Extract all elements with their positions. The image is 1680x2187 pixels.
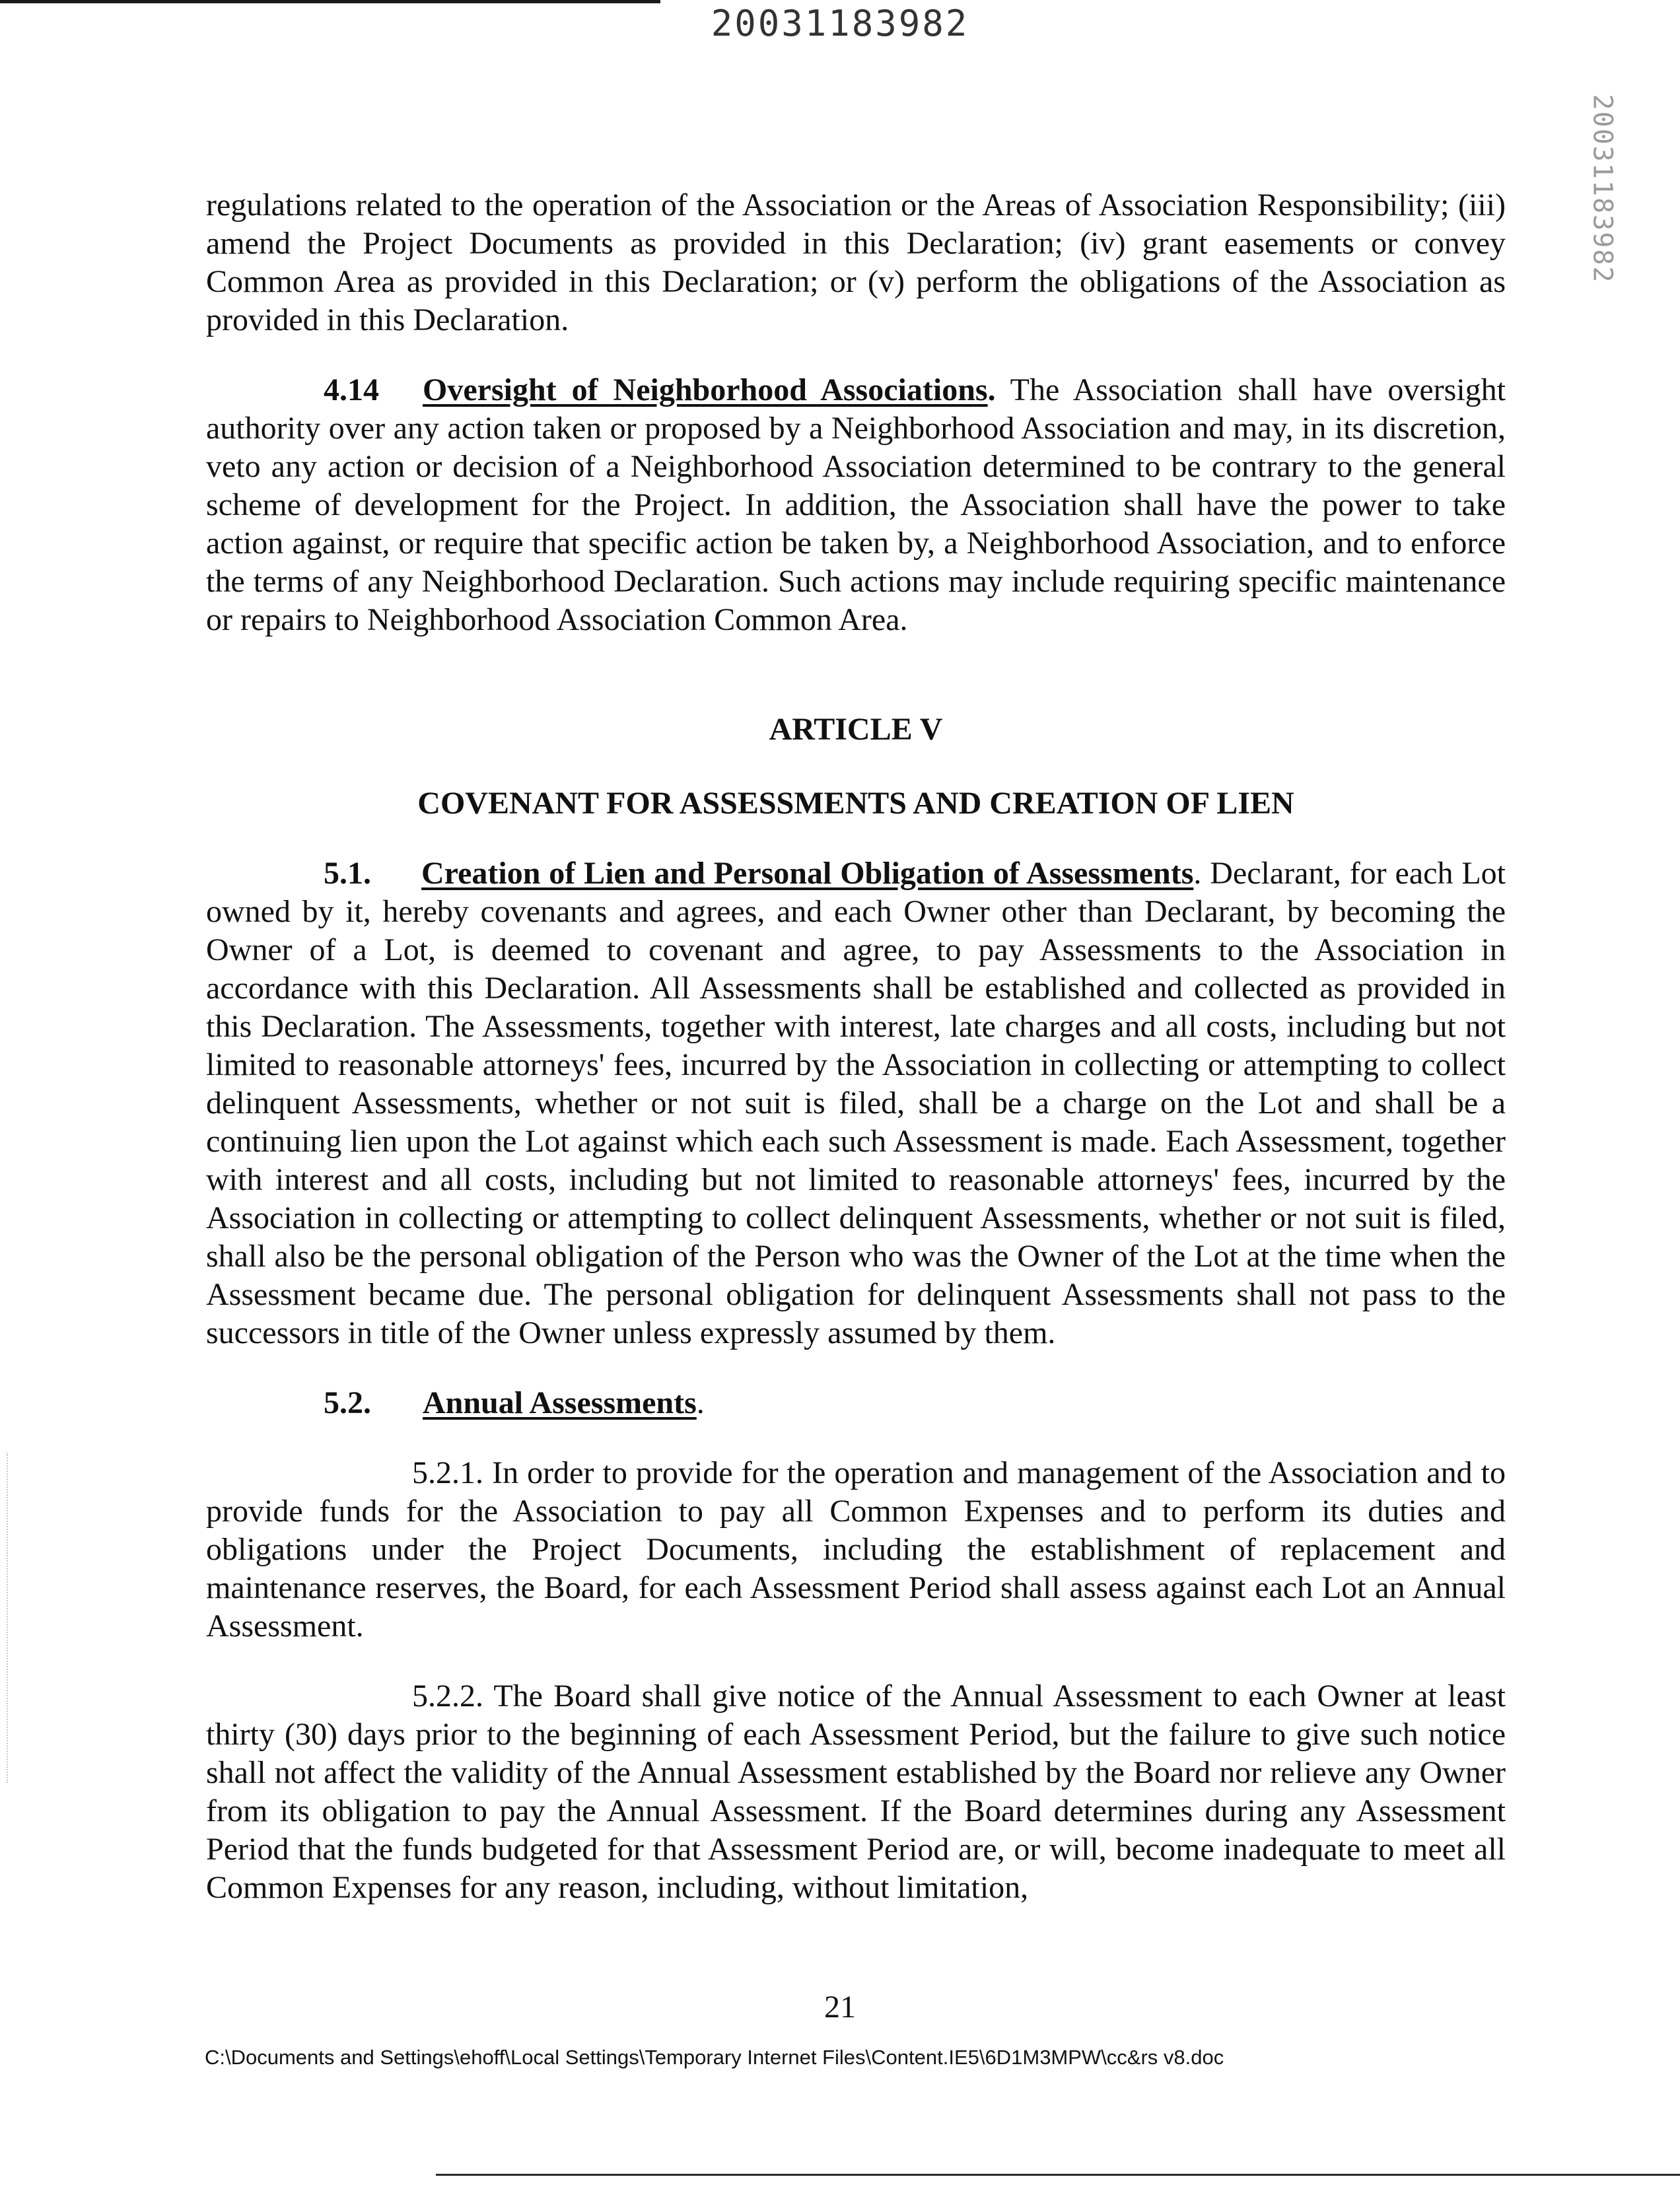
section-5-2-1-text: In order to provide for the operation and management of the Association and to provide funds for the Association to pay all Common Expenses and to perform its duties and obligations under the Project Documents, including the establishment of replacement and maintenance reserves, the Board, for each Assessment Period shall assess against each Lot an Annual Assessment. [206, 1455, 1506, 1644]
section-5-1-number: 5.1. [324, 856, 371, 891]
side-stamp-text: 20031183982 [1587, 94, 1617, 284]
section-5-1-title-punct: . [1193, 856, 1202, 891]
section-4-14-text: The Association shall have oversight authority over any action taken or proposed by a Neighborhood Association and may, in its discretion, veto any action or decision of a Neighborhood Association determined to be contrary to the general scheme of development for the Project. In addition, the Association shall have the power to take action against, or require that specific action be taken by, a Neighborhood Association, and to enforce the terms of any Neighborhood Declaration. Such actions may include requiring specific maintenance or repairs to Neighborhood Association Common Area. [206, 372, 1506, 637]
document-number: 20031183982 [711, 3, 969, 44]
section-4-14-number: 4.14 [324, 372, 379, 407]
section-5-2-title: Annual Assessments [423, 1385, 697, 1420]
bottom-rule [436, 2174, 1680, 2176]
section-5-2-title-punct: . [696, 1385, 705, 1420]
section-5-1 [206, 854, 1506, 1352]
section-5-2 [206, 1384, 1506, 1422]
section-4-14 [206, 371, 1506, 639]
page-number: 21 [824, 1990, 856, 2025]
section-5-2-2-text: The Board shall give notice of the Annual Assessment to each Owner at least thirty (30) days prior to the beginning of each Assessment Period, but the failure to give such notice shall not affect the validity of the Annual Assessment established by the Board nor relieve any Owner from its obligation to pay the Annual Assessment. If the Board determines during any Assessment Period that the funds budgeted for that Assessment Period are, or will, become inadequate to meet all Common Expenses for any reason, including, without limitation, [206, 1679, 1506, 1905]
document-body [206, 186, 1506, 1907]
continuation-paragraph: regulations related to the operation of the Association or the Areas of Association Responsibility; (iii) amend the Project Documents as provided in this Declaration; (iv) grant easements or convey Common Area as provided in this Declaration; or (v) perform the obligations of the Association as provided in this Declaration. [206, 188, 1506, 337]
article-title: COVENANT FOR ASSESSMENTS AND CREATION OF LIEN [417, 786, 1294, 821]
scan-artifact [7, 1453, 11, 1783]
article-heading: ARTICLE V [769, 712, 943, 747]
section-5-1-text: Declarant, for each Lot owned by it, hereby covenants and agrees, and each Owner other than Declarant, by becoming the Owner of a Lot, is deemed to covenant and agree, to pay Assessments to the Association in accordance with this Declaration. All Assessments shall be established and collected as provided in this Declaration. The Assessments, together with interest, late charges and all costs, including but not limited to reasonable attorneys' fees, incurred by the Association in collecting or attempting to collect delinquent Assessments, whether or not suit is filed, shall be a charge on the Lot and shall be a continuing lien upon the Lot against which each such Assessment is made. Each Assessment, together with interest and all costs, including but not limited to reasonable attorneys' fees, incurred by the Association in collecting or attempting to collect delinquent Assessments, whether or not suit is filed, shall also be the personal obligation of the Person who was the Owner of the Lot at the time when the Assessment became due. The personal obligation for delinquent Assessments shall not pass to the successors in title of the Owner unless expressly assumed by them. [206, 856, 1506, 1350]
section-5-1-title: Creation of Lien and Personal Obligation of Assessments [421, 856, 1194, 891]
section-4-14-title-punct: . [987, 372, 996, 407]
section-5-2-2-number: 5.2.2. [412, 1679, 483, 1714]
section-5-2-1-number: 5.2.1. [412, 1455, 483, 1490]
section-5-2-number: 5.2. [324, 1385, 371, 1420]
side-stamp [1588, 83, 1617, 295]
section-5-2-1 [206, 1454, 1506, 1646]
section-5-2-2 [206, 1677, 1506, 1907]
section-4-14-title: Oversight of Neighborhood Associations [423, 372, 988, 407]
footer-file-path: C:\Documents and Settings\ehoff\Local Settings\Temporary Internet Files\Content.IE5\6D1M3MPW\cc&rs v8.doc [205, 2046, 1224, 2069]
